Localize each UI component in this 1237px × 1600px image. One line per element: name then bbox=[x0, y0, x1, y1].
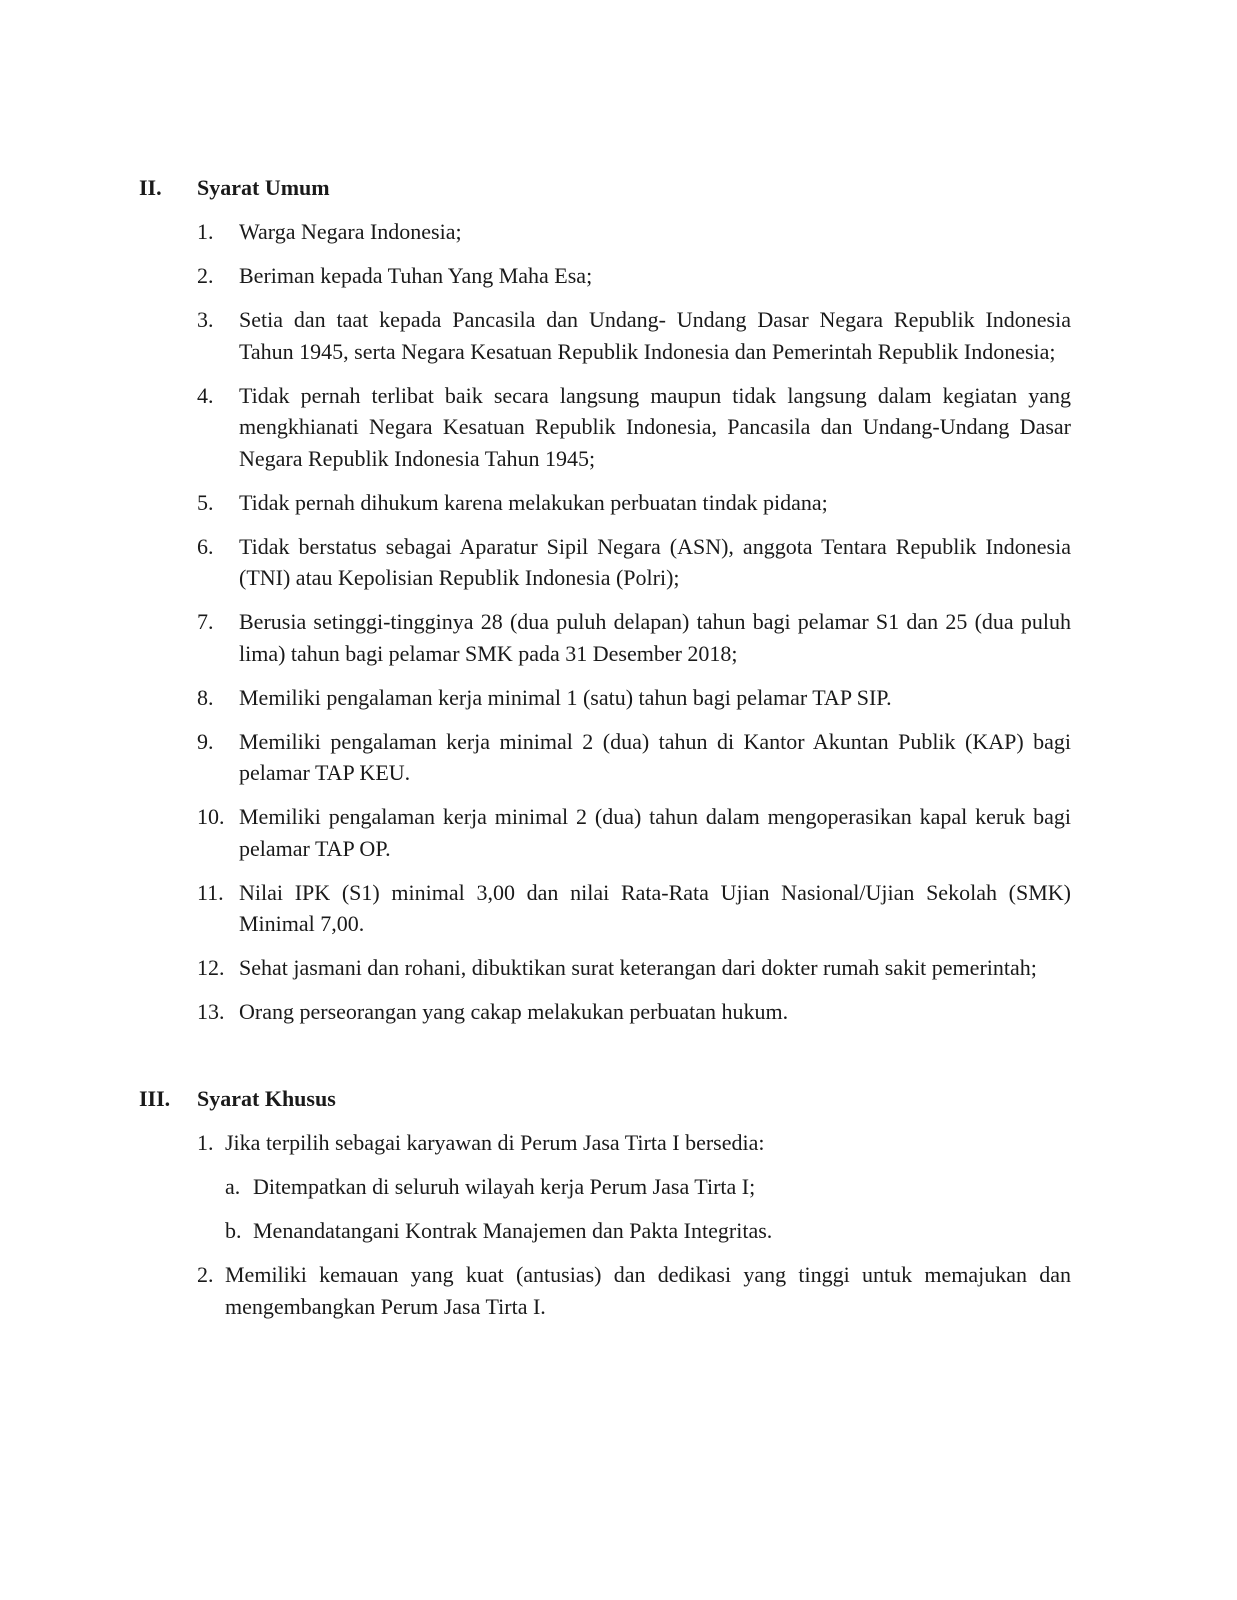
list-item bbox=[0, 304, 1237, 367]
list-item-text: Jika terpilih sebagai karyawan di Perum Jasa Tirta I bersedia: bbox=[225, 1130, 765, 1155]
list-item bbox=[0, 1259, 1237, 1322]
list-item-text: Sehat jasmani dan rohani, dibuktikan surat keterangan dari dokter rumah sakit pemerintah; bbox=[239, 955, 1037, 980]
list-item bbox=[0, 380, 1237, 475]
list-item-text: Ditempatkan di seluruh wilayah kerja Perum Jasa Tirta I; bbox=[253, 1174, 756, 1199]
list-item-number: 7. bbox=[197, 609, 214, 634]
list-item bbox=[0, 260, 1237, 292]
list-item-number: b. bbox=[225, 1218, 242, 1243]
list-item-number: 2. bbox=[197, 1262, 214, 1287]
list-item-number: 13. bbox=[197, 999, 225, 1024]
list-item-text: Tidak pernah dihukum karena melakukan perbuatan tindak pidana; bbox=[239, 489, 828, 515]
list-item-text: Setia dan taat kepada Pancasila dan Undang- Undang Dasar Negara Republik Indonesia Tahun 1945, serta Negara Kesatuan Republik Indonesia dan Pemerintah Republik Indonesia; bbox=[239, 307, 1071, 364]
list-item-number: 4. bbox=[197, 382, 214, 408]
section-number: II. bbox=[139, 175, 162, 200]
list-item-text: Nilai IPK (S1) minimal 3,00 dan nilai Rata-Rata Ujian Nasional/Ujian Sekolah (SMK) Minimal 7,00. bbox=[239, 879, 1071, 936]
list-item bbox=[0, 1171, 1237, 1203]
list-item bbox=[0, 1127, 1237, 1159]
list-item bbox=[0, 801, 1237, 864]
list-item bbox=[0, 996, 1237, 1028]
list-item-text: Orang perseorangan yang cakap melakukan perbuatan hukum. bbox=[239, 999, 789, 1024]
list-item-text: Berusia setinggi-tingginya 28 (dua puluh delapan) tahun bagi pelamar S1 dan 25 (dua puluh lima) tahun bagi pelamar SMK pada 31 Desember 2018; bbox=[239, 609, 1071, 666]
document-page bbox=[0, 172, 1237, 1335]
list-item-number: 6. bbox=[197, 533, 214, 559]
list-item-text: Tidak pernah terlibat baik secara langsung maupun tidak langsung dalam kegiatan yang mengkhianati Negara Kesatuan Republik Indonesia, Pancasila dan Undang-Undang Dasar Negara Republik Indonesia Tahun 1945; bbox=[239, 382, 1071, 471]
list-item-text: Beriman kepada Tuhan Yang Maha Esa; bbox=[239, 263, 593, 288]
section-title: Syarat Umum bbox=[197, 175, 330, 200]
list-item-text: Warga Negara Indonesia; bbox=[239, 219, 462, 244]
list-item-number: 9. bbox=[197, 728, 214, 754]
list-item-text: Memiliki kemauan yang kuat (antusias) dan dedikasi yang tinggi untuk memajukan dan mengembangkan Perum Jasa Tirta I. bbox=[225, 1262, 1071, 1319]
list-item bbox=[0, 216, 1237, 248]
list-item-number: 3. bbox=[197, 307, 214, 332]
list-item bbox=[0, 1215, 1237, 1247]
list-item-text: Tidak berstatus sebagai Aparatur Sipil Negara (ASN), anggota Tentara Republik Indonesia (TNI) atau Kepolisian Republik Indonesia (Polri); bbox=[239, 533, 1071, 590]
section-heading-syarat-umum bbox=[0, 172, 1237, 204]
list-item-text: Memiliki pengalaman kerja minimal 1 (satu) tahun bagi pelamar TAP SIP. bbox=[239, 684, 892, 710]
list-item bbox=[0, 487, 1237, 519]
list-item-number: 10. bbox=[197, 804, 225, 829]
section-heading-syarat-khusus bbox=[0, 1083, 1237, 1115]
list-item bbox=[0, 877, 1237, 940]
list-item-text: Memiliki pengalaman kerja minimal 2 (dua) tahun dalam mengoperasikan kapal keruk bagi pelamar TAP OP. bbox=[239, 804, 1071, 861]
list-item-number: 1. bbox=[197, 219, 214, 244]
section-title: Syarat Khusus bbox=[197, 1086, 336, 1111]
list-item bbox=[0, 682, 1237, 714]
list-item-number: 5. bbox=[197, 489, 214, 515]
list-item-number: 2. bbox=[197, 263, 214, 288]
section-number: III. bbox=[139, 1086, 171, 1111]
list-item-number: 1. bbox=[197, 1130, 214, 1155]
list-item bbox=[0, 726, 1237, 789]
list-item-number: 11. bbox=[197, 879, 224, 905]
list-item-number: 12. bbox=[197, 955, 225, 980]
list-item-text: Menandatangani Kontrak Manajemen dan Pakta Integritas. bbox=[253, 1218, 773, 1243]
list-item bbox=[0, 531, 1237, 594]
list-item bbox=[0, 952, 1237, 984]
list-item bbox=[0, 606, 1237, 669]
list-item-number: 8. bbox=[197, 684, 214, 710]
list-item-number: a. bbox=[225, 1174, 241, 1199]
list-item-text: Memiliki pengalaman kerja minimal 2 (dua) tahun di Kantor Akuntan Publik (KAP) bagi pelamar TAP KEU. bbox=[239, 728, 1071, 785]
